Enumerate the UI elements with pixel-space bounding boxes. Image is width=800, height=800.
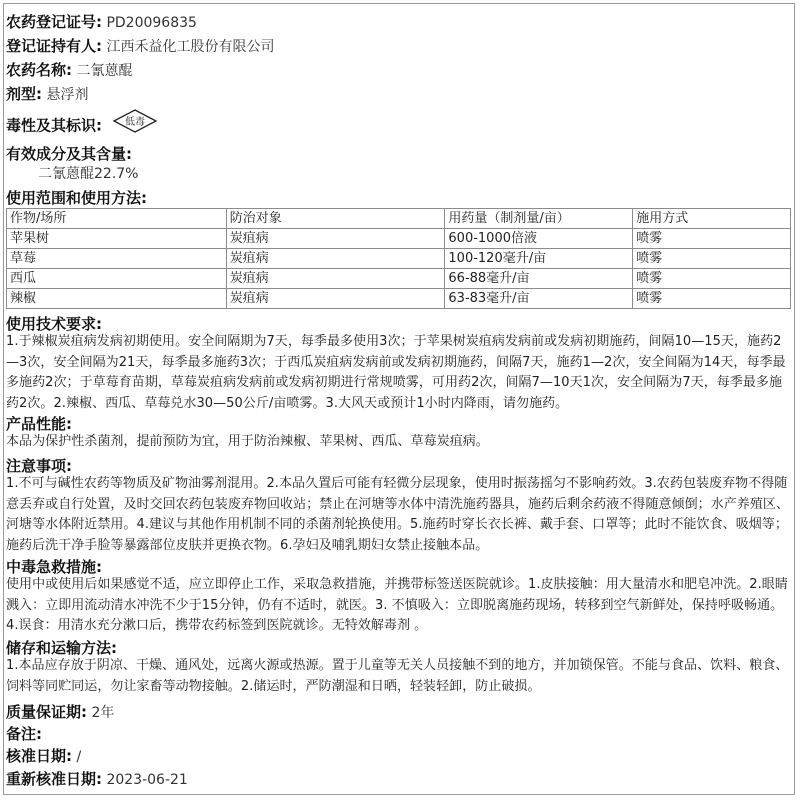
name-row (6, 59, 132, 81)
form-value: 悬浮剂 (46, 87, 89, 103)
table-row (7, 249, 791, 269)
storage-label: 储存和运输方法: (6, 639, 117, 657)
warranty-value: 2年 (91, 705, 115, 721)
content-value: 二氰蒽醌22.7% (38, 166, 139, 182)
reg-no-value: PD20096835 (106, 15, 197, 31)
tech-label: 使用技术要求: (6, 315, 102, 333)
reapproval-date-row (6, 768, 188, 790)
approval-date-row (6, 745, 81, 767)
name-value: 二氰蒽醌 (76, 63, 133, 79)
first-aid-text: 使用中或使用后如果感觉不适，应立即停止工作，采取急救措施，并携带标签送医院就诊。1.皮肤接触：用大量清水和肥皂冲洗。2.眼睛溅入：立即用流动清水冲洗不少于15分钟，仍有不适时，就医。3. 不慎吸入：立即脱离施药现场，转移到空气新鲜处，保持呼吸畅通。4.误食：用清水充分漱口后，携带农药标签到医院就诊。无特效解毒剂 。 (6, 577, 788, 633)
table-header-cell: 用药量（制剂量/亩） (445, 209, 633, 229)
content-label: 有效成分及其含量: (6, 145, 132, 163)
notes-text: 1.不可与碱性农药等物质及矿物油雾剂混用。2.本品久置后可能有轻微分层现象，使用时振荡摇匀不影响药效。3.农药包装废弃物不得随意丢弃或自行处置，及时交回农药包装废弃物回收站；禁止在河塘等水体中清洗施药器具，施药后剩余药液不得随意倾倒；水产养殖区、河塘等水体附近禁用。4.建议与其他作用机制不同的杀菌剂轮换使用。5.施药时穿长衣长裤、戴手套、口罩等；此时不能饮食、吸烟等；施药后洗干净手脸等暴露部位皮肤并更换衣物。6.孕妇及哺乳期妇女禁止接触本品。 (6, 476, 790, 553)
table-row (7, 289, 791, 309)
tech-text: 1.于辣椒炭疽病发病初期使用。安全间隔期为7天，每季最多使用3次；于苹果树炭疽病发病前或发病初期施药，间隔10—15天，施药2—3次，安全间隔为21天，每季最多施药3次；于西瓜炭疽病发病前或发病初期施药，间隔7天，施药1—2次，安全间隔为14天，每季最多施药2次；于草莓育苗期，草莓炭疽病发病前或发病初期进行常规喷雾，可用药2次，间隔7—10天1次，安全间隔为7天，每季最多施药2次。2.辣椒、西瓜、草莓兑水30—50公斤/亩喷雾。3.大风天或预计1小时内降雨，请勿施药。 (6, 334, 786, 411)
holder-row (6, 35, 274, 57)
first-aid-label: 中毒急救措施: (6, 558, 102, 576)
table-cell: 喷雾 (633, 269, 791, 289)
reapproval-date-label: 重新核准日期: (6, 770, 102, 788)
table-row (7, 269, 791, 289)
usage-label: 使用范围和使用方法: (6, 189, 147, 207)
table-cell: 喷雾 (633, 249, 791, 269)
form-row (6, 83, 88, 105)
holder-value: 江西禾益化工股份有限公司 (106, 39, 275, 55)
table-header-cell: 施用方式 (633, 209, 791, 229)
reg-no-label: 农药登记证号: (6, 13, 102, 31)
table-header-cell: 作物/场所 (7, 209, 227, 229)
remarks-label: 备注: (6, 725, 42, 743)
content-label-row (6, 143, 132, 165)
approval-date-value: / (76, 749, 82, 765)
table-cell: 草莓 (7, 249, 227, 269)
table-cell: 喷雾 (633, 229, 791, 249)
table-cell: 63-83毫升/亩 (445, 289, 633, 309)
table-header-row (7, 209, 791, 229)
table-cell: 西瓜 (7, 269, 227, 289)
warranty-label: 质量保证期: (6, 703, 87, 721)
table-header-cell: 防治对象 (226, 209, 445, 229)
table-cell: 炭疽病 (226, 269, 445, 289)
storage-text: 1.本品应存放于阴凉、干燥、通风处，远离火源或热源。置于儿童等无关人员接触不到的地方，并加锁保管。不能与食品、饮料、粮食、饲料等同贮同运，勿让家畜等动物接触。2.储运时，严防潮湿和日晒，轻装轻卸，防止破损。 (6, 658, 789, 694)
table-cell: 喷雾 (633, 289, 791, 309)
table-cell: 100-120毫升/亩 (445, 249, 633, 269)
usage-table (6, 208, 791, 309)
table-row (7, 229, 791, 249)
reg-no-row (6, 11, 197, 33)
notes-label: 注意事项: (6, 457, 72, 475)
table-cell: 炭疽病 (226, 289, 445, 309)
toxicity-label: 毒性及其标识: (6, 116, 102, 135)
low-toxicity-badge-icon (112, 108, 158, 145)
form-label: 剂型: (6, 85, 42, 103)
table-cell: 600-1000倍液 (445, 229, 633, 249)
table-cell: 66-88毫升/亩 (445, 269, 633, 289)
performance-label: 产品性能: (6, 415, 72, 433)
toxicity-badge-text: 低毒 (125, 117, 146, 128)
name-label: 农药名称: (6, 61, 72, 79)
table-cell: 苹果树 (7, 229, 227, 249)
table-cell: 炭疽病 (226, 229, 445, 249)
performance-text: 本品为保护性杀菌剂，提前预防为宜，用于防治辣椒、苹果树、西瓜、草莓炭疽病。 (6, 434, 489, 449)
table-cell: 辣椒 (7, 289, 227, 309)
remarks-row (6, 723, 42, 745)
reapproval-date-value: 2023-06-21 (106, 772, 188, 788)
holder-label: 登记证持有人: (6, 37, 102, 55)
approval-date-label: 核准日期: (6, 747, 72, 765)
toxicity-row (6, 108, 158, 138)
warranty-row (6, 701, 114, 723)
content-value-row (38, 163, 138, 185)
table-cell: 炭疽病 (226, 249, 445, 269)
